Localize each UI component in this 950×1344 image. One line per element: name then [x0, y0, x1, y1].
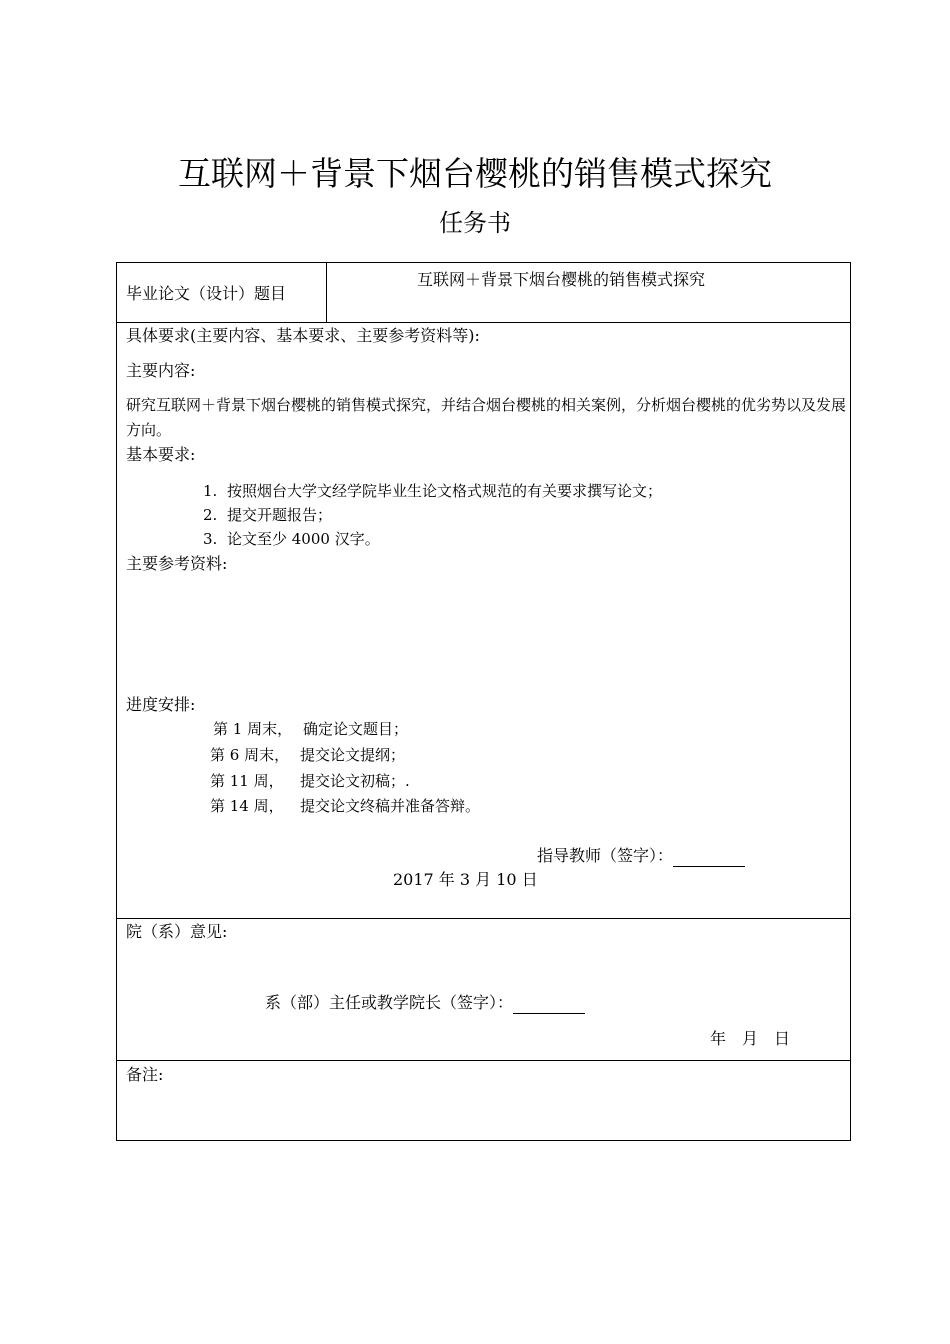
references-label: 主要参考资料:	[126, 554, 228, 573]
document-subtitle: 任务书	[439, 209, 511, 237]
row-divider-topic	[117, 322, 850, 323]
department-signature	[265, 992, 585, 1014]
remarks-label: 备注:	[126, 1065, 164, 1084]
schedule-week: 第 14 周，	[210, 797, 284, 815]
task-form-table	[116, 262, 851, 1141]
schedule-task: 提交论文初稿；.	[300, 772, 410, 790]
topic-value: 互联网＋背景下烟台樱桃的销售模式探究	[417, 270, 706, 289]
department-signature-line	[513, 995, 585, 1014]
advisor-signature-label: 指导教师（签字）：	[537, 846, 674, 865]
basic-item-number: 1.	[203, 482, 218, 500]
department-opinion-label: 院（系）意见:	[126, 922, 228, 941]
document-title: 互联网＋背景下烟台樱桃的销售模式探究	[178, 154, 772, 193]
requirements-heading: 具体要求(主要内容、基本要求、主要参考资料等):	[126, 326, 480, 345]
schedule-task: 提交论文提纲；	[300, 746, 406, 764]
main-content-text: 研究互联网＋背景下烟台樱桃的销售模式探究，并结合烟台樱桃的相关案例，分析烟台樱桃的优劣势以及发展方向。	[126, 396, 847, 439]
department-signature-label: 系（部）主任或教学院长（签字）：	[265, 993, 514, 1012]
task-date: 2017 年 3 月 10 日	[393, 870, 538, 889]
topic-label: 毕业论文（设计）题目	[126, 284, 287, 303]
basic-requirements-label: 基本要求:	[126, 445, 196, 464]
department-date: 年 月 日	[710, 1029, 791, 1048]
main-content-label: 主要内容:	[126, 361, 196, 380]
advisor-signature	[537, 845, 745, 867]
schedule-task: 确定论文题目；	[303, 720, 409, 738]
basic-item-number: 2.	[203, 506, 218, 524]
basic-item-number: 3.	[203, 530, 218, 548]
topic-column-divider	[326, 263, 327, 322]
schedule-label: 进度安排:	[126, 695, 196, 714]
row-divider-requirements	[117, 918, 850, 919]
schedule-week: 第 11 周，	[210, 772, 284, 790]
basic-item-text: 提交开题报告；	[227, 506, 333, 524]
basic-item-text: 论文至少 4000 汉字。	[227, 530, 380, 548]
basic-item-text: 按照烟台大学文经学院毕业生论文格式规范的有关要求撰写论文；	[227, 482, 663, 500]
row-divider-department	[117, 1060, 850, 1061]
schedule-task: 提交论文终稿并准备答辩。	[300, 797, 481, 815]
schedule-week: 第 1 周末，	[213, 720, 293, 738]
advisor-signature-line	[673, 848, 745, 867]
schedule-week: 第 6 周末，	[210, 746, 290, 764]
